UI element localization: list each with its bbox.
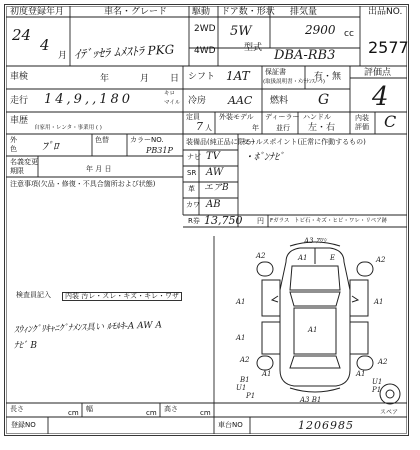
drive-label: 駆動 xyxy=(192,7,211,17)
width-unit: cm xyxy=(146,409,157,417)
color-code-value: PB31P xyxy=(146,146,173,155)
diagram-label-p1-l: P1 xyxy=(246,392,256,400)
score-label: 評価点 xyxy=(364,68,392,78)
ext-color-value: ﾌﾟﾛ xyxy=(42,140,59,153)
history-sub: 自家用・レンタ・事業用 ( ) xyxy=(34,125,102,131)
lot-number-value: 2577 xyxy=(368,38,409,57)
exterior-model-sub: 年 xyxy=(252,124,259,132)
diagram-label-u1-l: U1 xyxy=(236,384,247,392)
equip-ab-value: AB xyxy=(206,199,221,210)
length-unit: cm xyxy=(68,409,79,417)
diagram-label-a1-bl: A1 xyxy=(262,370,272,378)
reg-month: 4 xyxy=(40,36,50,54)
inspection-day-unit: 日 xyxy=(170,74,180,84)
registration-no-label: 登録NO xyxy=(11,421,36,429)
warranty-sub: (取扱説明書・ﾒﾝﾃﾅﾝｽﾉｰﾄ) xyxy=(263,79,326,85)
type-label: 型式 xyxy=(244,43,263,53)
inspection-year-unit: 年 xyxy=(100,74,110,84)
capacity-unit: 人 xyxy=(205,124,212,132)
interior-condition-options: 内装 汚レ・スレ・キズ・キレ・ワザ xyxy=(62,292,182,301)
warranty-options: 有・無 xyxy=(314,72,342,82)
shift-label: シフト xyxy=(188,72,216,82)
equip-sr-value: AW xyxy=(206,167,224,178)
diagram-label-b1: B1 xyxy=(240,376,250,384)
drive-2wd: 2WD xyxy=(194,24,216,34)
lot-number-label: 出品NO. xyxy=(368,7,403,17)
unit-km: キロ xyxy=(164,91,176,97)
cc-unit: cc xyxy=(344,29,354,39)
unit-mile: マイル xyxy=(164,100,181,106)
sales-point-value: ・ﾎﾞﾝﾅﾋﾞ xyxy=(244,152,284,163)
diagram-label-a2-br: A2 xyxy=(378,358,388,366)
diagram-label-top: A3 ｱﾜｼ xyxy=(304,237,327,245)
score-value: 4 xyxy=(372,82,389,112)
ext-color-label-2: 色 xyxy=(10,145,17,153)
handle-label: ハンドル xyxy=(303,113,331,121)
dealer-label: ディーラー xyxy=(265,113,300,121)
equip-navi-value: TV xyxy=(206,151,220,162)
history-label: 車歴 xyxy=(10,116,29,126)
equip-sr-label: SR xyxy=(187,169,197,177)
diagram-label-a1-l1: A1 xyxy=(236,298,246,306)
displacement-label: 排気量 xyxy=(290,7,318,17)
equip-airbag-value: エアB xyxy=(204,183,229,193)
equipment-label: 装備品(純正品に限る) xyxy=(186,138,255,146)
inspector-note-line-2: ﾅﾋﾞ B xyxy=(14,341,37,351)
diagram-label-p1-r: P1 xyxy=(372,386,382,394)
equip-kawa-label: カワ xyxy=(186,201,200,209)
fuel-value: G xyxy=(318,92,330,108)
diagram-label-a2-right: A2 xyxy=(376,256,386,264)
diagram-label-e: E xyxy=(330,254,336,262)
front-glass-options: トビ石・キズ・ヒビ・ワレ・リペア跡 xyxy=(294,218,388,224)
first-registration-label: 初度登録年月 xyxy=(10,7,65,17)
handle-sub: 左・右 xyxy=(308,123,336,133)
recycle-unit: 円 xyxy=(257,217,264,225)
equip-leather-label: 革 xyxy=(188,185,195,193)
diagram-label-a1-l2: A1 xyxy=(236,334,246,342)
diagram-label-a1-r: A1 xyxy=(374,298,384,306)
height-unit: cm xyxy=(200,409,211,417)
capacity-label: 定員 xyxy=(186,113,200,121)
inspector-note-line-1: ｽｳｨﾝｸﾞﾘｷｬﾆｸﾞﾅﾒﾝｽ具い ﾙﾓﾙｷ-A AW A xyxy=(13,320,163,336)
exterior-model-label: 外装モデル xyxy=(219,113,254,121)
ac-value: AAC xyxy=(228,94,253,107)
name-change-label-2: 期限 xyxy=(10,167,24,175)
recycle-label: R券 xyxy=(188,217,200,225)
model-type-value: DBA-RB3 xyxy=(274,48,336,63)
reg-year: 24 xyxy=(12,26,32,44)
capacity-value: 7 xyxy=(196,120,203,133)
interior-label-2: 評価 xyxy=(355,123,369,131)
interior-score: C xyxy=(384,112,397,131)
inspector-label: 検査員記入 xyxy=(16,291,51,299)
interior-label: 内装 xyxy=(355,114,369,122)
color-code-label: カラーNO. xyxy=(130,136,164,144)
inspection-month-unit: 月 xyxy=(140,74,150,84)
doors-label: ドア数・形状 xyxy=(221,7,275,17)
mileage-label: 走行 xyxy=(10,96,29,106)
model-grade-label: 車名・グレード xyxy=(104,7,168,17)
chassis-no-label: 車台NO xyxy=(218,421,243,429)
month-unit: 月 xyxy=(58,51,68,61)
displacement-value: 2900 xyxy=(305,23,336,37)
recycle-amount: 13,750 xyxy=(204,214,243,227)
equip-navi-label: ナビ xyxy=(187,153,201,161)
notes-label: 注意事項(欠品・修復・不具合箇所および状態) xyxy=(10,180,156,188)
color-swap-label: 色替 xyxy=(95,136,109,144)
doors-value: 5W xyxy=(230,24,252,39)
height-label: 高さ xyxy=(164,405,178,413)
chassis-no-value: 1206985 xyxy=(298,419,354,432)
model-grade-value: ｲﾃﾞｯｾﾗ ﾑﾒｽﾄﾗ PKG xyxy=(73,42,175,62)
name-change-units: 年 月 日 xyxy=(86,165,112,173)
ac-label: 冷房 xyxy=(188,96,207,106)
warranty-label: 保証書 xyxy=(265,68,286,76)
dealer-sub: 並行 xyxy=(276,124,290,132)
diagram-label-a2-top: A2 xyxy=(256,252,266,260)
front-glass-label: Fガラス xyxy=(270,218,290,224)
shift-value: 1AT xyxy=(226,69,250,83)
diagram-label-a2-bl: A2 xyxy=(240,356,250,364)
ext-color-label: 外 xyxy=(10,136,17,144)
length-label: 長さ xyxy=(10,405,24,413)
name-change-label: 名義変更 xyxy=(10,158,38,166)
drive-4wd: 4WD xyxy=(194,46,216,56)
diagram-label-bottom: A3 B1 xyxy=(300,396,322,404)
diagram-label-a1-top: A1 xyxy=(298,254,308,262)
mileage-value: 14,9,,180 xyxy=(44,92,134,107)
inspection-label: 車検 xyxy=(10,72,29,82)
diagram-label-a1-c: A1 xyxy=(308,326,318,334)
sales-point-label: セールスポイント(正常に作動するもの) xyxy=(242,138,366,146)
fuel-label: 燃料 xyxy=(270,96,289,106)
width-label: 幅 xyxy=(86,405,93,413)
diagram-label-u1-r: U1 xyxy=(372,378,383,386)
spare-tire-label: スペア xyxy=(380,409,399,416)
diagram-label-a1-br: A1 xyxy=(356,370,366,378)
